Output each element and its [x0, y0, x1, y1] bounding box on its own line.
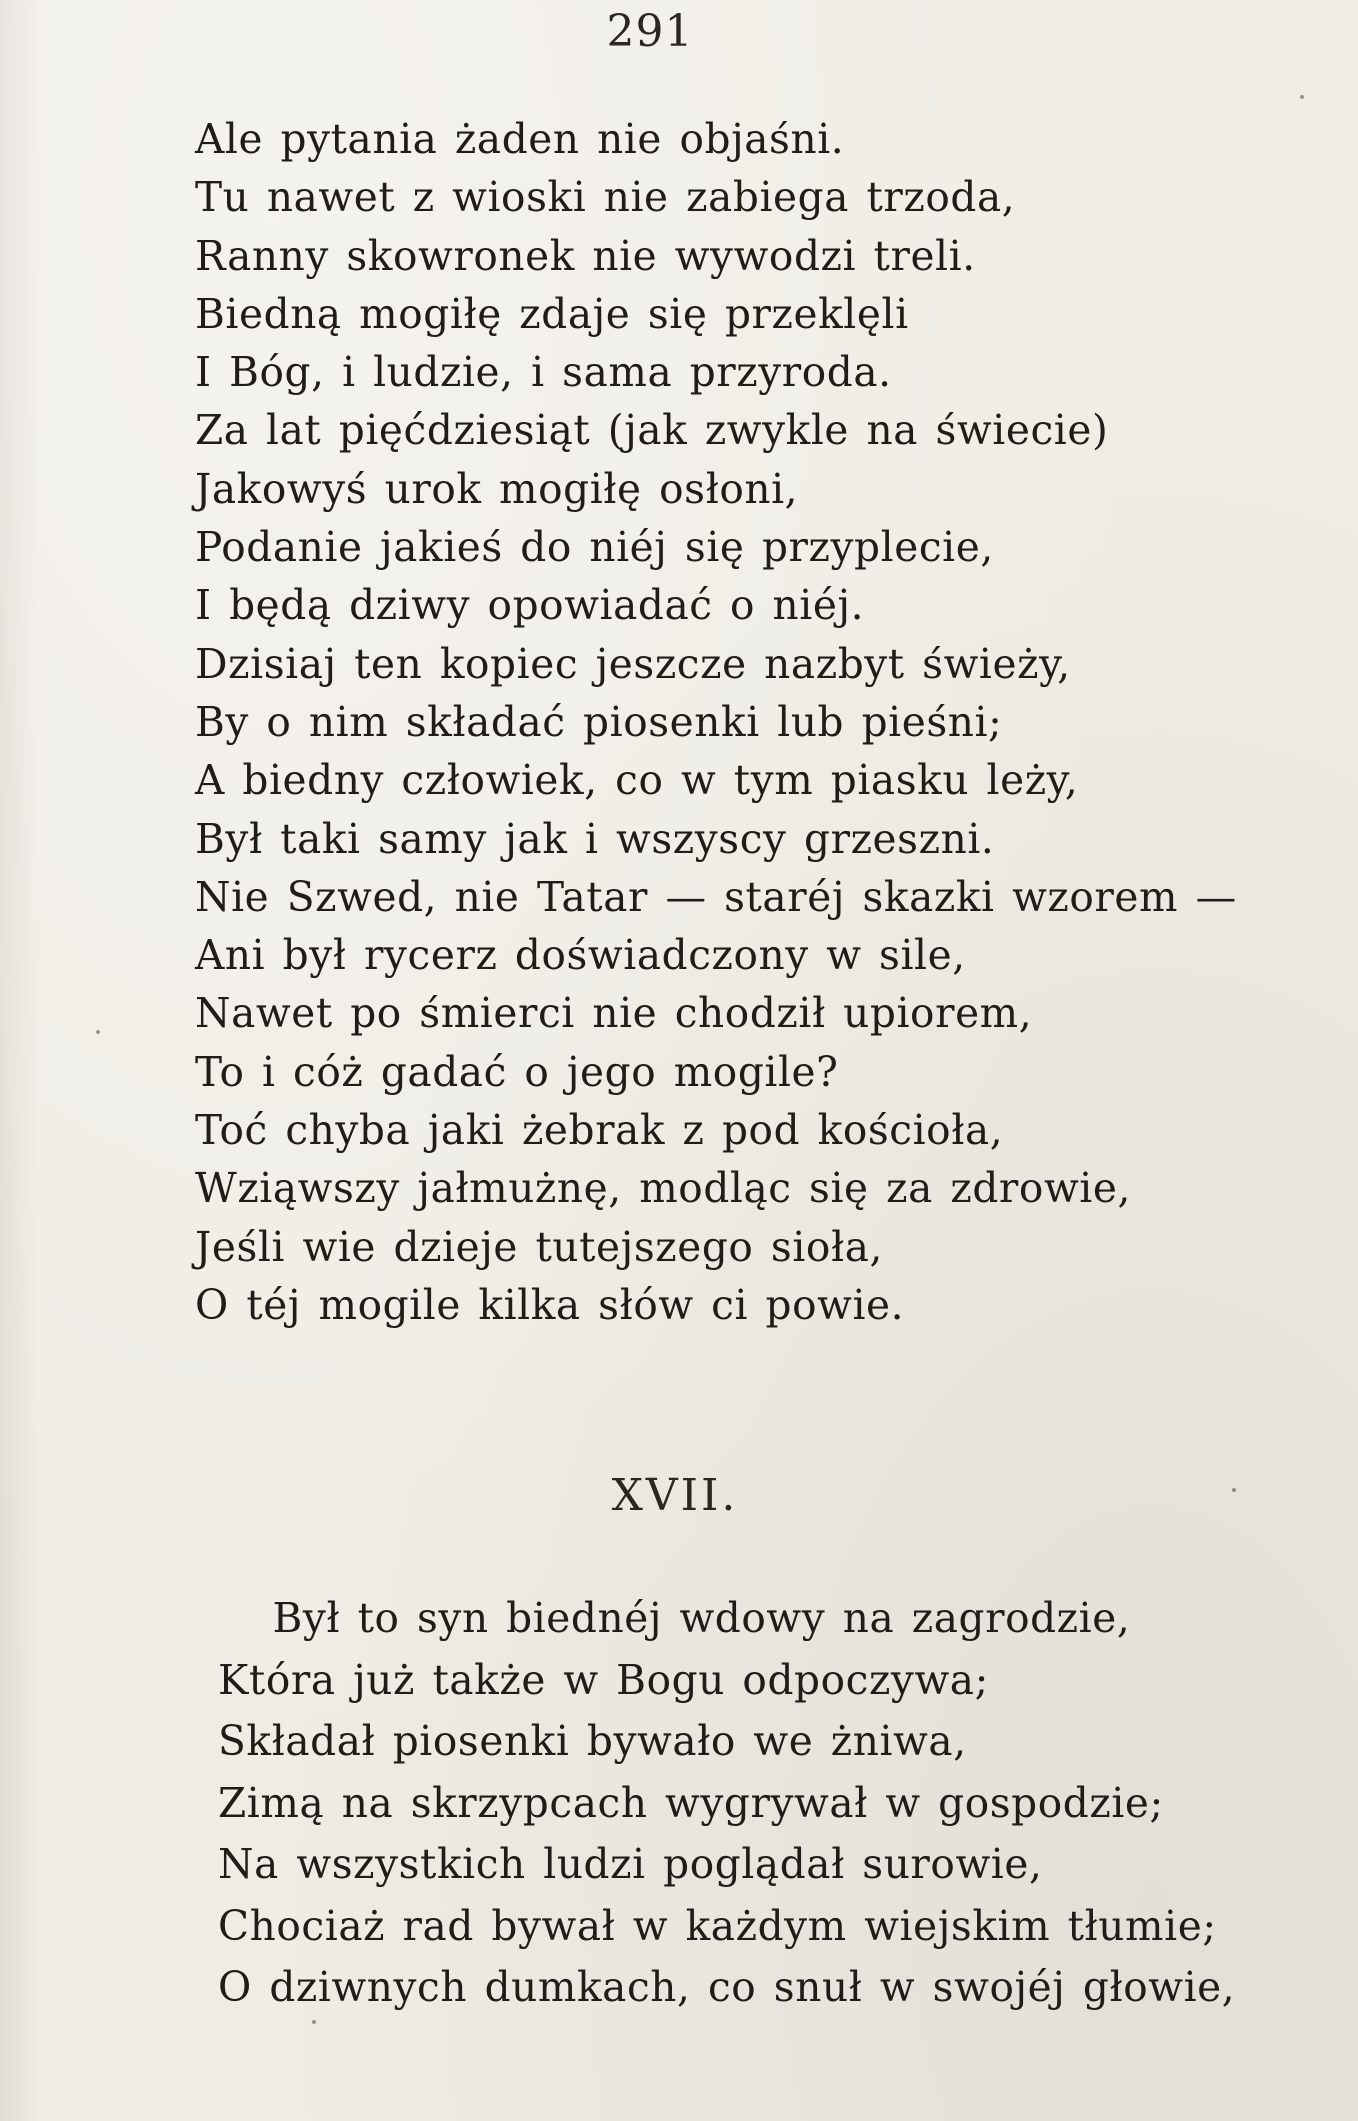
page-number: 291: [606, 6, 694, 57]
poem-line: Nawet po śmierci nie chodził upiorem,: [195, 989, 1033, 1038]
poem-line: I będą dziwy opowiadać o niéj.: [195, 581, 865, 630]
poem-line: Nie Szwed, nie Tatar — staréj skazki wzorem —: [195, 872, 1237, 921]
poem-line: Wziąwszy jałmużnę, modląc się za zdrowie,: [195, 1164, 1131, 1213]
poem-line: Ani był rycerz doświadczony w sile,: [195, 931, 966, 980]
paper-speck: [96, 1030, 100, 1034]
poem-line: Zimą na skrzypcach wygrywał w gospodzie;: [218, 1778, 1164, 1827]
poem-line: Składał piosenki bywało we żniwa,: [218, 1717, 967, 1765]
poem-line: Na wszystkich ludzi poglądał surowie,: [218, 1840, 1043, 1888]
poem-line: Był taki samy jak i wszyscy grzeszni.: [195, 814, 995, 863]
paper-speck: [312, 2020, 316, 2024]
poem-line: Toć chyba jaki żebrak z pod kościoła,: [195, 1106, 1004, 1155]
poem-line: O téj mogile kilka słów ci powie.: [195, 1280, 905, 1329]
poem-line: Był to syn biednéj wdowy na zagrodzie,: [272, 1594, 1131, 1642]
poem-line: Tu nawet z wioski nie zabiega trzoda,: [195, 173, 1016, 222]
poem-line: O dziwnych dumkach, co snuł w swojéj głowie,: [218, 1963, 1236, 2011]
poem-stanza-2: [218, 1588, 1318, 2019]
poem-line: Jakowyś urok mogiłę osłoni,: [195, 464, 799, 513]
poem-line: Chociaż rad bywał w każdym wiejskim tłumie;: [218, 1901, 1217, 1950]
poem-line: Ranny skowronek nie wywodzi treli.: [195, 231, 976, 280]
poem-line: By o nim składać piosenki lub pieśni;: [195, 697, 1003, 746]
poem-stanza-1: [195, 110, 1295, 1334]
poem-line: Ale pytania żaden nie objaśni.: [195, 115, 845, 163]
poem-line: Dzisiaj ten kopiec jeszcze nazbyt świeży,: [195, 639, 1071, 688]
poem-line: A biedny człowiek, co w tym piasku leży,: [195, 756, 1079, 805]
poem-line: Jeśli wie dzieje tutejszego sioła,: [195, 1222, 884, 1271]
poem-line: Biedną mogiłę zdaje się przeklęli: [195, 289, 909, 338]
poem-line: Podanie jakieś do niéj się przyplecie,: [195, 523, 994, 572]
paper-speck: [1300, 95, 1304, 99]
section-title: XVII.: [611, 1470, 739, 1521]
poem-line: To i cóż gadać o jego mogile?: [195, 1047, 839, 1096]
poem-line: Za lat pięćdziesiąt (jak zwykle na świecie): [195, 406, 1109, 455]
poem-line: Która już także w Bogu odpoczywa;: [218, 1655, 989, 1704]
poem-line: I Bóg, i ludzie, i sama przyroda.: [195, 348, 892, 397]
paper-speck: [1232, 1488, 1236, 1492]
